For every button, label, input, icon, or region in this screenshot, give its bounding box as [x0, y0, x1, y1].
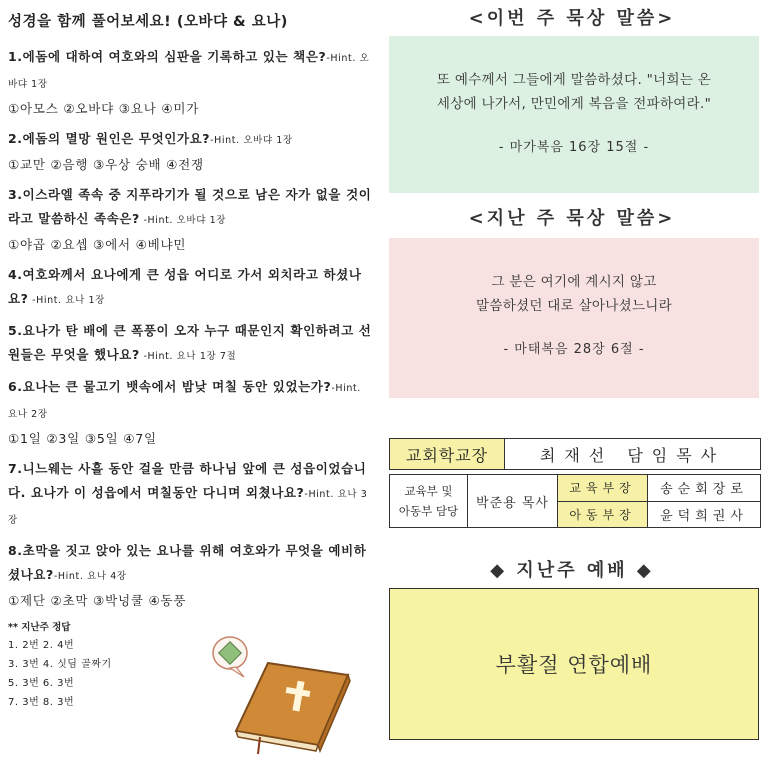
question-4: 4.여호와께서 요나에게 큰 성읍 어디로 가서 외치라고 하셨나요? -Hint. 요나 1장 [8, 267, 362, 306]
question-2: 2.에돔의 멸망 원인은 무엇인가요?-Hint. 오바댜 1장 [8, 131, 293, 146]
question-7: 7.니느웨는 사흘 동안 걸을 만큼 하나님 앞에 큰 성읍이었습니다. 요나가 이 성읍에서 며칠동안 다니며 외쳤나요?-Hint. 요나 3장 [8, 461, 368, 526]
answer-line: 7. 3번 8. 3번 [8, 697, 75, 708]
question-8: 8.초막을 짓고 앉아 있는 요나를 위해 여호와가 무엇을 예비하셨나요?-Hint. 요나 4장 [8, 543, 367, 582]
prev-service-box [389, 588, 759, 740]
hint: -Hint. 요나 2장 [8, 383, 361, 420]
last-week-verse-box [389, 238, 759, 398]
question-5: 5.요나가 탄 배에 큰 폭풍이 오자 누구 때문인지 확인하려고 선원들은 무엇을 했나요? -Hint. 요나 1장 7절 [8, 323, 372, 362]
hint: -Hint. 오바댜 1장 [8, 53, 370, 90]
bible-illustration [208, 633, 358, 755]
answer-line: 1. 2번 2. 4번 [8, 640, 75, 651]
verse-line: 그 분은 여기에 계시지 않고 [491, 274, 657, 290]
answer-line: 5. 3번 6. 3번 [8, 678, 75, 689]
verse-line: 말씀하셨던 대로 살아나셨느니라 [476, 298, 672, 314]
prev-service-heading: ◆ 지난주 예배 ◆ [490, 560, 654, 581]
bible-book-icon [236, 663, 350, 754]
this-week-verse-box [389, 36, 759, 193]
dept-line: 교육부 및 [404, 484, 453, 498]
staff-detail-row [389, 474, 761, 528]
role-name: 송순회장로 [660, 482, 748, 498]
head-badge: 교회학교장 [390, 439, 505, 469]
staff-head-row [389, 438, 761, 470]
dept-head-row [558, 501, 760, 528]
verse-reference: - 마태복음 28장 6절 - [503, 342, 645, 357]
dept-pastor: 박준용 목사 [468, 475, 558, 527]
verse-line: 또 예수께서 그들에게 말씀하셨다. "너희는 온 [436, 72, 712, 88]
hint: -Hint. 오바댜 1장 [139, 215, 227, 226]
staff-table [389, 438, 761, 528]
question-3: 3.이스라엘 족속 중 지푸라기가 될 것으로 남은 자가 없을 것이라고 말씀하신 족속은? -Hint. 오바댜 1장 [8, 187, 372, 226]
question-2-options: ①교만 ②음행 ③우상 숭배 ④전쟁 [8, 157, 204, 172]
question-1-options: ①아모스 ②오바댜 ③요나 ④미가 [8, 101, 200, 116]
question-6: 6.요나는 큰 물고기 뱃속에서 밤낮 며칠 동안 있었는가?-Hint. 요나 2장 [8, 379, 361, 420]
question-8-options: ①제단 ②초막 ③박넝쿨 ④동풍 [8, 593, 187, 608]
prev-service-content: 부활절 연합예배 [495, 653, 653, 677]
speech-bubble-icon [213, 637, 247, 677]
answers-title: ** 지난주 정답 [8, 622, 71, 633]
hint: -Hint. 요나 1장 [28, 295, 105, 306]
verse-reference: - 마가복음 16장 15절 - [498, 140, 650, 155]
hint: -Hint. 오바댜 1장 [210, 135, 293, 146]
role-name: 윤덕희권사 [660, 508, 748, 524]
dept-head-row [558, 475, 760, 501]
verse-line: 세상에 나가서, 만민에게 복음을 전파하여라." [436, 96, 712, 112]
question-6-options: ①1일 ②3일 ③5일 ④7일 [8, 431, 157, 446]
answer-line: 3. 3번 4. 싯딤 골짜기 [8, 659, 112, 670]
this-week-heading: <이번 주 묵상 말씀> [468, 8, 676, 29]
hint: -Hint. 요나 1장 7절 [139, 351, 237, 362]
role-label: 교육부장 [558, 475, 648, 501]
dept-heads [558, 475, 760, 527]
dept-line: 아동부 담당 [398, 504, 459, 518]
role-label: 아동부장 [558, 502, 648, 528]
last-week-heading: <지난 주 묵상 말씀> [468, 208, 676, 229]
hint: -Hint. 요나 4장 [53, 571, 127, 582]
question-1: 1.에돔에 대하여 여호와의 심판을 기록하고 있는 책은?-Hint. 오바댜 1장 [8, 49, 370, 90]
hint: -Hint. 요나 3장 [8, 489, 368, 526]
quiz-title: 성경을 함께 풀어보세요! (오바댜 & 요나) [8, 14, 288, 30]
quiz-section [8, 10, 373, 712]
dept-cell [390, 475, 468, 527]
question-3-options: ①야곱 ②요셉 ③에서 ④베냐민 [8, 237, 187, 252]
head-name: 최재선 담임목사 [539, 445, 726, 465]
